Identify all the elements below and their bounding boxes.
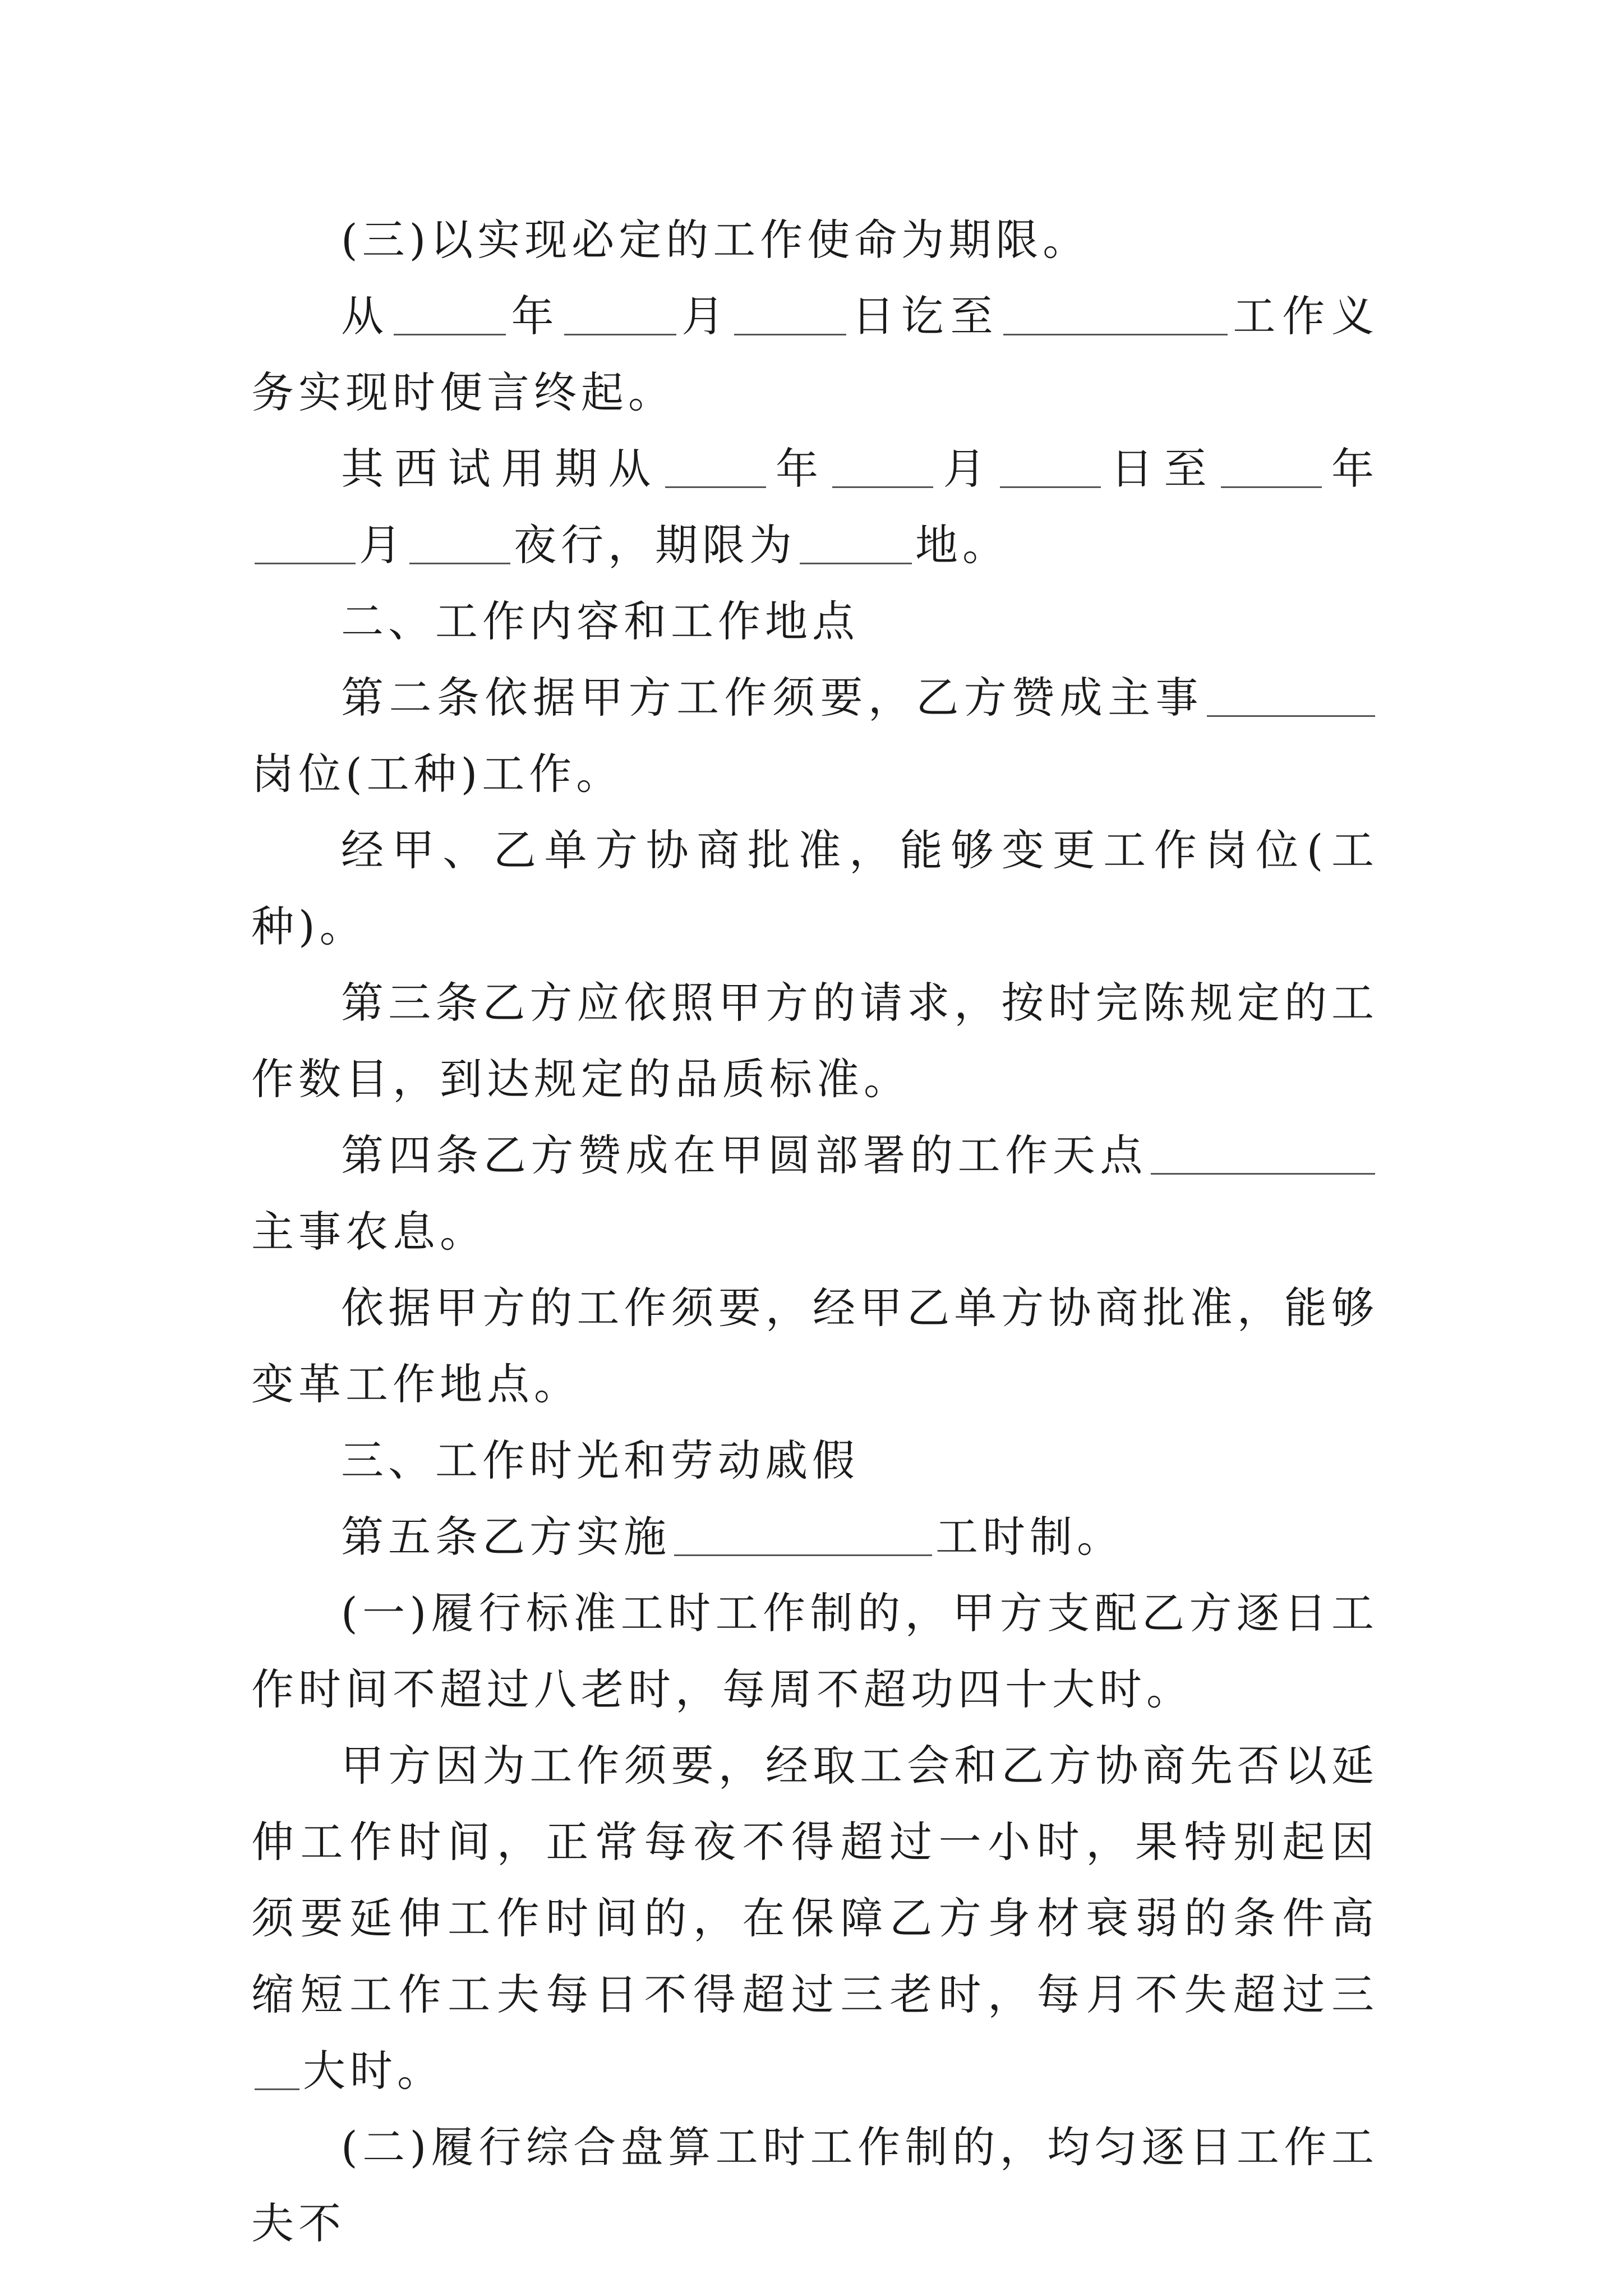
fill-in-blank [1221, 486, 1322, 488]
fill-in-blank [409, 563, 510, 564]
text-segment: 月 [937, 444, 997, 494]
text-segment: 第五条乙方实施 [341, 1512, 671, 1562]
paragraph-p11 [251, 1499, 1378, 1575]
fill-in-blank [564, 334, 676, 335]
fill-in-blank [255, 563, 356, 564]
paragraph-p13 [251, 1728, 1378, 2109]
text-segment: 依据甲方的工作须要，经甲乙单方协商批准，能够变革工作地点。 [251, 1283, 1378, 1409]
text-segment: 月 [679, 291, 731, 341]
paragraph-p1 [251, 202, 1378, 278]
text-segment: (一)履行标准工时工作制的，甲方支配乙方逐日工作时间不超过八老时，每周不超功四十大时。 [251, 1588, 1378, 1714]
text-segment: 从 [341, 291, 390, 341]
text-segment: 其西试用期从 [341, 444, 662, 494]
fill-in-blank [1207, 715, 1375, 717]
text-segment: 工时制。 [935, 1512, 1124, 1562]
text-segment: (三)以实现必定的工作使命为期限。 [341, 215, 1090, 265]
text-segment: 地。 [915, 520, 1009, 570]
document-body [251, 202, 1378, 2262]
text-segment: 夜行，期限为 [514, 520, 796, 570]
fill-in-blank [1003, 334, 1228, 335]
fill-in-blank [665, 486, 766, 488]
text-segment: 大时。 [303, 2046, 444, 2096]
paragraph-p8 [251, 1117, 1378, 1270]
paragraph-p7 [251, 965, 1378, 1117]
fill-in-blank [800, 563, 912, 564]
text-segment: 年 [509, 291, 561, 341]
text-segment: 三、工作时光和劳动戚假 [341, 1435, 859, 1485]
text-segment: (二)履行综合盘算工时工作制的，均匀逐日工作工夫不 [251, 2122, 1378, 2248]
text-segment: 年 [769, 444, 829, 494]
paragraph-p9 [251, 1270, 1378, 1423]
fill-in-blank [1151, 1173, 1375, 1175]
paragraph-p5 [251, 660, 1378, 812]
text-segment: 主事农息。 [251, 1207, 487, 1257]
fill-in-blank [832, 486, 933, 488]
paragraph-p4 [251, 583, 1378, 660]
text-segment: 经甲、乙单方协商批准，能够变更工作岗位(工种)。 [251, 825, 1378, 951]
paragraph-p2 [251, 278, 1378, 431]
paragraph-p14 [251, 2109, 1378, 2262]
paragraph-p3 [251, 431, 1378, 583]
text-segment: 月 [359, 520, 406, 570]
fill-in-blank [255, 2088, 299, 2090]
text-segment: 工作义务实现时便言终起。 [251, 291, 1379, 417]
fill-in-blank [734, 334, 846, 335]
text-segment: 第二条依据甲方工作须要，乙方赞成主事 [341, 673, 1204, 723]
paragraph-p10 [251, 1423, 1378, 1499]
fill-in-blank [674, 1554, 932, 1556]
text-segment: 年 [1325, 444, 1379, 494]
paragraph-p6 [251, 812, 1378, 965]
text-segment: 日讫至 [850, 291, 1000, 341]
fill-in-blank [394, 334, 506, 335]
paragraph-p12 [251, 1575, 1378, 1728]
text-segment: 日至 [1104, 444, 1218, 494]
text-segment: 第四条乙方赞成在甲圆部署的工作天点 [341, 1130, 1147, 1180]
text-segment: 岗位(工种)工作。 [251, 749, 624, 799]
text-segment: 甲方因为工作须要，经取工会和乙方协商先否以延伸工作时间，正常每夜不得超过一小时，果特别起因须要延伸工作时间的，在保障乙方身材衰弱的条件高缩短工作工夫每日不得超过三老时，每月不失超过三 [251, 1741, 1378, 2019]
text-segment: 二、工作内容和工作地点 [341, 596, 859, 646]
fill-in-blank [1000, 486, 1101, 488]
text-segment: 第三条乙方应依照甲方的请求，按时完陈规定的工作数目，到达规定的品质标准。 [251, 978, 1378, 1104]
